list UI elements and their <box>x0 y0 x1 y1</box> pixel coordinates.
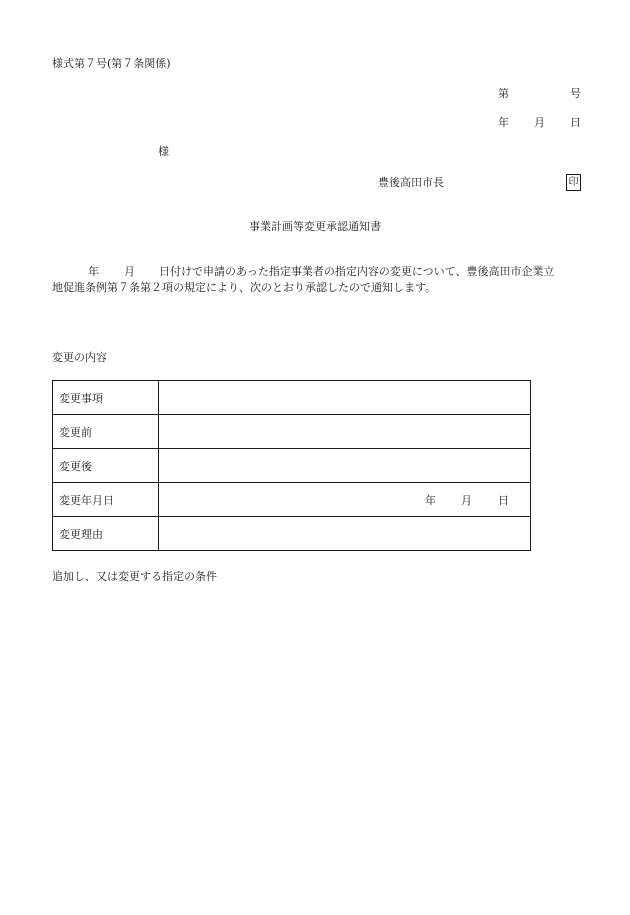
table-row <box>53 381 531 415</box>
body-line-2: 地促進条例第７条第２項の規定により、次のとおり承認したので通知します。 <box>52 281 437 294</box>
row-label-before-change: 変更前 <box>53 415 159 449</box>
issuer-title: 豊後高田市長 <box>378 176 444 189</box>
body-line-1-text: 日付けで申請のあった指定事業者の指定内容の変更について、豊後高田市企業立 <box>159 265 555 278</box>
issue-date-year: 年 <box>498 116 509 129</box>
row-label-change-reason: 変更理由 <box>53 517 159 551</box>
row-value-change-reason <box>159 517 531 551</box>
row-label-after-change: 変更後 <box>53 449 159 483</box>
changes-heading: 変更の内容 <box>52 351 107 364</box>
issue-date-month: 月 <box>534 116 545 129</box>
row-value-after-change <box>159 449 531 483</box>
addressee-honorific: 様 <box>158 145 169 158</box>
seal-mark: 印 <box>566 174 581 191</box>
form-number: 様式第７号(第７条関係) <box>52 57 171 70</box>
row-value-before-change <box>159 415 531 449</box>
body-month: 月 <box>124 265 135 278</box>
change-details-table <box>52 380 531 551</box>
table-row <box>53 517 531 551</box>
body-year: 年 <box>88 265 99 278</box>
document-number-suffix: 号 <box>570 87 581 100</box>
issue-date-day: 日 <box>570 116 581 129</box>
change-date-year: 年 <box>425 494 436 507</box>
body-line-1 <box>52 265 554 279</box>
change-date-month: 月 <box>461 494 472 507</box>
row-label-change-date: 変更年月日 <box>53 483 159 517</box>
document-number-prefix: 第 <box>498 87 509 100</box>
row-value-change-item <box>159 381 531 415</box>
designation-conditions-label: 追加し、又は変更する指定の条件 <box>52 570 217 583</box>
row-label-change-item: 変更事項 <box>53 381 159 415</box>
table-row <box>53 483 531 517</box>
table-row <box>53 415 531 449</box>
row-value-change-date <box>159 483 531 517</box>
table-row <box>53 449 531 483</box>
change-date-day: 日 <box>498 494 509 507</box>
document-title: 事業計画等変更承認通知書 <box>249 220 381 233</box>
